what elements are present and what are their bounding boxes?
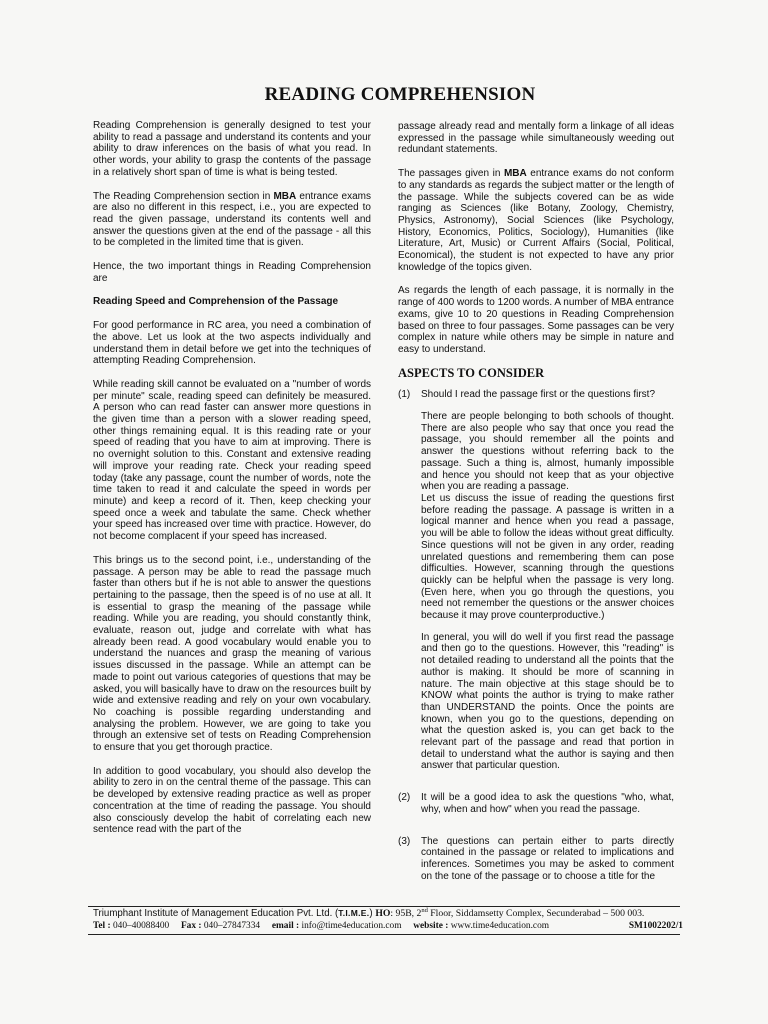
left-paragraph-4: For good performance in RC area, you need a combination of the above. Let us look at the two aspects individually and understand them in detail before we get into the techniques of attempting Reading Comprehension. [93, 320, 371, 367]
right-column [398, 121, 674, 892]
document-code: SM1002202/1 [628, 921, 683, 931]
list-number: (3) [398, 835, 411, 847]
footer-text: ) [369, 908, 376, 919]
page-title: READING COMPREHENSION [264, 84, 536, 105]
fax-value: 040–27847334 [201, 921, 261, 931]
left-column [93, 120, 371, 848]
footer-text: : 95B, 2 [390, 908, 422, 919]
list-body [421, 836, 674, 883]
left-paragraph-2 [93, 191, 371, 250]
left-subheading: Reading Speed and Comprehension of the Passage [93, 296, 339, 308]
mba-bold: MBA [273, 190, 297, 202]
time-logo-text: T.I.M.E. [338, 908, 370, 918]
footer-text: Triumphant Institute of Management Education Pvt. Ltd. ( [93, 908, 339, 919]
tel-value: 040–40088400 [110, 921, 170, 931]
list-paragraph: There are people belonging to both schools of thought. There are also people who say that once you read the passage, you should remember all the points and answer the questions without referring back to the passage. Such a thing is, almost, humanly impossible and hence you should not keep that as your objective when you are reading a passage. [421, 411, 674, 493]
text-span: entrance exams do not conform to any standards as regards the subject matter or the length of the passage. While the subjects covered can be as wide ranging as Sciences (like Botany, Zoology, Chemistry, Physics, Astronomy), Social Sciences (like Psychology, History, Economics, Politics, Sociology), Humanities (like Literature, Art, Music) or Current Affairs (Social, Political, Economical), the student is not expected to have any prior knowledge of the topics given. [398, 168, 674, 273]
left-paragraph-7: In addition to good vocabulary, you should also develop the ability to zero in on the central theme of the passage. This can be developed by extensive reading practice as well as proper concentration at the time of reading the passage. You should also consciously develop the habit of correlating each new sentence read with the part of the [93, 765, 371, 836]
fax-label: Fax : [180, 921, 202, 931]
left-paragraph-3: Hence, the two important things in Reading Comprehension are [93, 261, 371, 284]
left-paragraph-6: This brings us to the second point, i.e., understanding of the passage. A person may be able to read the passage much faster than others but if he is not able to answer the questions pertaining to the passage, then the speed is of no use at all. It is essential to grasp the meaning of the passage while reading. While you are reading, you should constantly think, evaluate, reason out, judge and correlate with what has already been read. A good vocabulary would enable you to understand the nuances and grasp the meaning of various issues discussed in the passage. While an attempt can be made to point out various categories of questions that may be asked, you will basically have to draw on the resources built by wide and extensive reading and rely on your own vocabulary. No coaching is possible regarding understanding and analysing the problem. However, we are going to take you through an extensive set of tests on Reading Comprehension to ensure that you get thorough practice. [93, 554, 371, 754]
list-paragraph: It will be a good idea to ask the questions "who, what, why, when and how" when you read the passage. [421, 792, 674, 815]
mba-bold: MBA [503, 168, 527, 180]
tel-label: Tel : [93, 921, 111, 931]
list-number: (1) [398, 389, 411, 401]
website-link[interactable]: www.time4education.com [448, 921, 550, 931]
list-paragraph: The questions can pertain either to parts directly contained in the passage or related to implications and inferences. Sometimes you may be asked to comment on the tone of the passage or to choose a title for the [421, 835, 674, 882]
email-label: email : [271, 921, 300, 931]
footer-rule-top [88, 906, 680, 907]
list-number: (2) [398, 792, 411, 804]
list-item [398, 792, 674, 825]
ho-label: HO [375, 908, 391, 919]
superscript: nd [421, 906, 428, 914]
list-item [398, 389, 674, 782]
text-span: entrance exams are also no different in this respect, i.e., you are expected to read the given passage, understand its contents well and answer the questions given at the end of the passage - all this to be completed in the limited time that is given. [93, 190, 371, 249]
list-paragraph: Let us discuss the issue of reading the questions first before reading the passage. A passage is written in a logical manner and hence when you read a passage, you will be able to follow the ideas without great difficulty. Since questions will not be given in any order, reading unrelated questions and remembering them can pose difficulties. However, scanning through the questions quickly can be helpful when the passage is very long. (Even here, when you go through the questions, you need not remember the questions or the answer choices because it may prove counterproductive.) [421, 492, 674, 622]
footer-contacts [93, 921, 683, 931]
list-paragraph: In general, you will do well if you first read the passage and then go to the questions. However, this "reading" is not detailed reading to understand all the points that the author is making. It should be more of scanning in nature. The main objective at this stage should be to KNOW what points the author is trying to make rather than UNDERSTAND the points. Once the points are known, when you go to the questions, depending on what the question asked is, you can get back to the relevant part of the passage and read that portion in detail to understand what the author is saying and then answer that particular question. [421, 631, 674, 772]
list-paragraph: Should I read the passage first or the questions first? [421, 389, 656, 401]
left-paragraph-1: Reading Comprehension is generally designed to test your ability to read a passage and understand its contents and your ability to draw inferences on the basis of what you read. In other words, your ability to grasp the contents of the passage in a relatively short span of time is what is being tested. [93, 120, 371, 178]
text-span: The Reading Comprehension section in [93, 190, 274, 202]
right-paragraph-3: As regards the length of each passage, it is normally in the range of 400 words to 1200 words. A number of MBA entrance exams, give 10 to 20 questions in Reading Comprehension based on three to four passages. Some passages can be very complex in nature while others may be simple in nature and easy to understand. [398, 285, 674, 355]
right-paragraph-2 [398, 168, 674, 273]
left-paragraph-5: While reading skill cannot be evaluated on a "number of words per minute" scale, reading speed can definitely be measured. A person who can read faster can answer more questions in the given time than a person with a slower reading speed, other things remaining equal. It is this reading rate or your speed of reading that you have to aim at improving. There is no overnight solution to this. Constant and extensive reading will improve your reading rate. Check your reading speed today (take any passage, count the number of words, note the time taken to read it and calculate the speed in words per minute) and keep a record of it. Then, keep checking your speed once a week and tabulate the same. Check whether your speed has increased over time with practice. However, do not become complacent if your speed has increased. [93, 378, 371, 543]
right-paragraph-1: passage already read and mentally form a linkage of all ideas expressed in the passage while simultaneously weeding out redundant statements. [398, 121, 674, 156]
text-span: The passages given in [398, 168, 504, 180]
footer-rule-bottom [88, 934, 680, 935]
footer-text: Floor, Siddamsetty Complex, Secunderabad – 500 003. [427, 908, 645, 919]
footer-address [93, 908, 683, 919]
website-label: website : [413, 921, 449, 931]
list-body [421, 792, 674, 825]
list-item [398, 836, 674, 883]
email-link[interactable]: info@time4education.com [299, 921, 402, 931]
section-heading: ASPECTS TO CONSIDER [398, 365, 545, 380]
list-body [421, 389, 674, 782]
